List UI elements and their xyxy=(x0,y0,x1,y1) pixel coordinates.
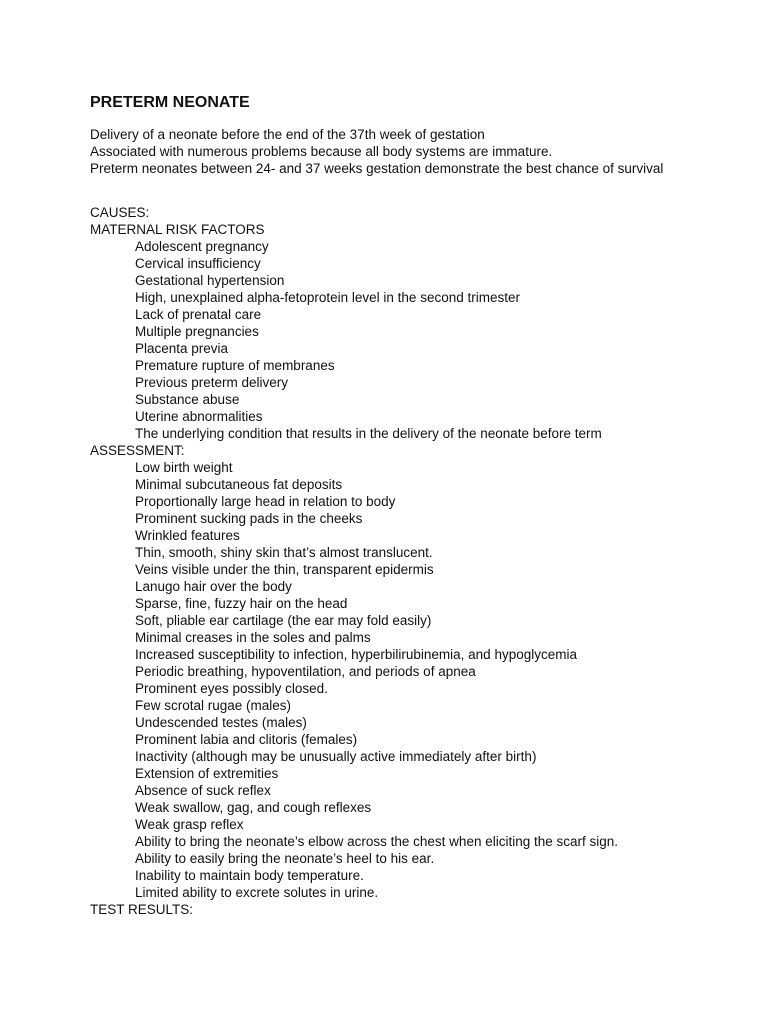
list-item: Premature rupture of membranes xyxy=(135,358,335,373)
list-item: Absence of suck reflex xyxy=(135,783,271,798)
list-item: Uterine abnormalities xyxy=(135,409,263,424)
list-item: Ability to bring the neonate’s elbow across the chest when eliciting the scarf sign. xyxy=(135,834,619,849)
maternal-risk-heading: MATERNAL RISK FACTORS xyxy=(90,222,265,237)
list-item: Weak swallow, gag, and cough reflexes xyxy=(135,800,372,815)
list-item: Ability to easily bring the neonate’s heel to his ear. xyxy=(135,851,435,866)
intro-line: Delivery of a neonate before the end of the 37th week of gestation xyxy=(90,127,485,142)
list-item: High, unexplained alpha-fetoprotein level in the second trimester xyxy=(135,290,520,305)
section-spacer xyxy=(90,177,750,204)
document-page xyxy=(90,92,750,918)
list-item: Proportionally large head in relation to body xyxy=(135,494,396,509)
assessment-heading: ASSESSMENT: xyxy=(90,443,185,458)
list-item: Minimal subcutaneous fat deposits xyxy=(135,477,343,492)
intro-section xyxy=(90,126,750,177)
list-item: Cervical insufficiency xyxy=(135,256,261,271)
list-item: Soft, pliable ear cartilage (the ear may fold easily) xyxy=(135,613,432,628)
list-item: Lack of prenatal care xyxy=(135,307,262,322)
document-title: PRETERM NEONATE xyxy=(90,94,250,111)
list-item: Increased susceptibility to infection, hyperbilirubinemia, and hypoglycemia xyxy=(135,647,577,662)
list-item: Prominent labia and clitoris (females) xyxy=(135,732,358,747)
assessment-list xyxy=(90,459,750,901)
list-item: Minimal creases in the soles and palms xyxy=(135,630,371,645)
list-item: Weak grasp reflex xyxy=(135,817,244,832)
maternal-risk-list xyxy=(90,238,750,442)
test-results-heading: TEST RESULTS: xyxy=(90,902,194,917)
list-item: Inability to maintain body temperature. xyxy=(135,868,364,883)
list-item: Prominent eyes possibly closed. xyxy=(135,681,328,696)
list-item: Inactivity (although may be unusually active immediately after birth) xyxy=(135,749,537,764)
list-item: Thin, smooth, shiny skin that’s almost translucent. xyxy=(135,545,433,560)
list-item: Substance abuse xyxy=(135,392,240,407)
intro-line: Preterm neonates between 24- and 37 weeks gestation demonstrate the best chance of survival xyxy=(90,161,664,176)
list-item: Wrinkled features xyxy=(135,528,240,543)
list-item: Veins visible under the thin, transparent epidermis xyxy=(135,562,434,577)
list-item: Placenta previa xyxy=(135,341,229,356)
list-item: Low birth weight xyxy=(135,460,233,475)
causes-heading: CAUSES: xyxy=(90,205,150,220)
list-item: Prominent sucking pads in the cheeks xyxy=(135,511,363,526)
list-item: Lanugo hair over the body xyxy=(135,579,292,594)
intro-line: Associated with numerous problems because all body systems are immature. xyxy=(90,144,553,159)
list-item: Sparse, fine, fuzzy hair on the head xyxy=(135,596,348,611)
list-item: Limited ability to excrete solutes in urine. xyxy=(135,885,379,900)
list-item: Multiple pregnancies xyxy=(135,324,259,339)
list-item: Adolescent pregnancy xyxy=(135,239,269,254)
list-item: Extension of extremities xyxy=(135,766,279,781)
list-item: Undescended testes (males) xyxy=(135,715,307,730)
list-item: The underlying condition that results in the delivery of the neonate before term xyxy=(135,426,602,441)
list-item: Few scrotal rugae (males) xyxy=(135,698,292,713)
list-item: Gestational hypertension xyxy=(135,273,285,288)
list-item: Previous preterm delivery xyxy=(135,375,289,390)
list-item: Periodic breathing, hypoventilation, and periods of apnea xyxy=(135,664,476,679)
